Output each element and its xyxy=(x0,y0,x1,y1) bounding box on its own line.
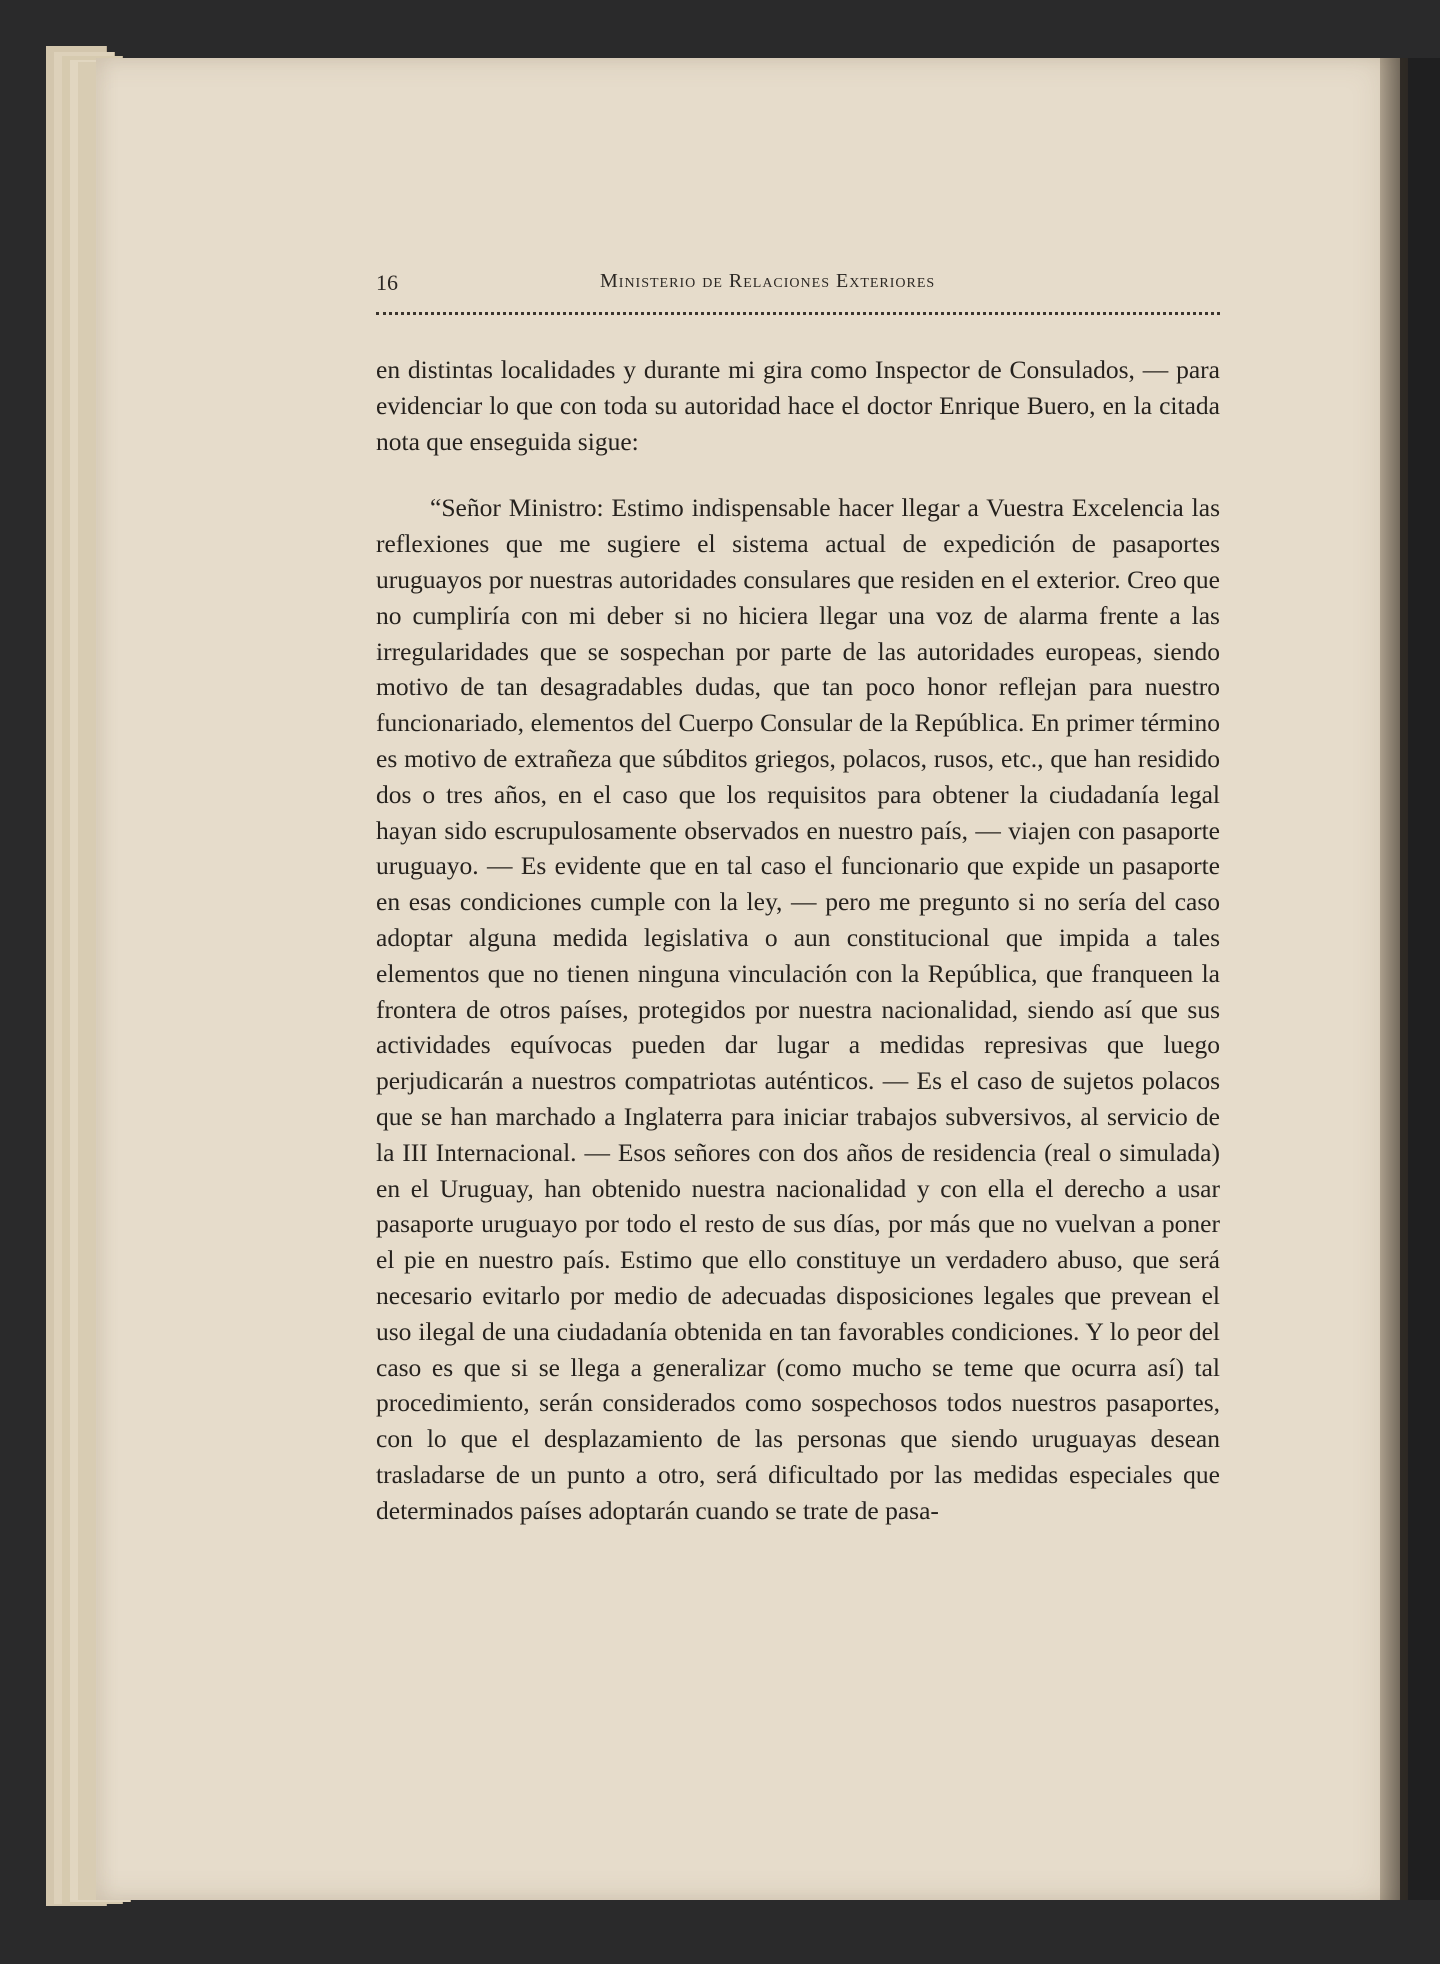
body-text xyxy=(376,352,1220,1529)
paragraph: en distintas localidades y durante mi gira como Inspector de Consulados, — para evidenciar lo que con toda su autoridad hace el doctor Enrique Buero, en la citada nota que enseguida sigue: xyxy=(376,355,1220,456)
header-dotted-rule xyxy=(376,312,1220,315)
paragraph: “Señor Ministro: Estimo indispensable hacer llegar a Vuestra Excelencia las reflexiones que me sugiere el sistema actual de expedición de pasaportes uruguayos por nuestras autoridades consulares que residen en el exterior. Creo que no cumpliría con mi deber si no hiciera llegar una voz de alarma frente a las irregularidades que se sospechan por parte de las autoridades europeas, siendo motivo de tan desagradables dudas, que tan poco honor reflejan para nuestro funcionariado, elementos del Cuerpo Consular de la República. En primer término es motivo de extrañeza que súbditos griegos, polacos, rusos, etc., que han residido dos o tres años, en el caso que los requisitos para obtener la ciudadanía legal hayan sido escrupulosamente observados en nuestro país, — viajen con pasaporte uruguayo. — Es evidente que en tal caso el funcionario que expide un pasaporte en esas condiciones cumple con la ley, — pero me pregunto si no sería del caso adoptar alguna medida legislativa o aun constitucional que impida a tales elementos que no tienen ninguna vinculación con la República, que franqueen la frontera de otros países, protegidos por nuestra nacionalidad, siendo así que sus actividades equívocas pueden dar lugar a medidas represivas que luego perjudicarán a nuestros compatriotas auténticos. — Es el caso de sujetos polacos que se han marchado a Inglaterra para iniciar trabajos subversivos, al servicio de la III Internacional. — Esos señores con dos años de residencia (real o simulada) en el Uruguay, han obtenido nuestra nacionalidad y con ella el derecho a usar pasaporte uruguayo por todo el resto de sus días, por más que no vuelvan a poner el pie en nuestro país. Estimo que ello constituye un verdadero abuso, que será necesario evitarlo por medio de adecuadas disposiciones legales que prevean el uso ilegal de una ciudadanía obtenida en tan favorables condiciones. Y lo peor del caso es que si se llega a generalizar (como mucho se teme que ocurra así) tal procedimiento, serán considerados como sospechosos todos nuestros pasaportes, con lo que el desplazamiento de las personas que siendo uruguayas desean trasladarse de un punto a otro, será dificultado por las medidas especiales que determinados países adoptarán cuando se trate de pasa- xyxy=(376,493,1220,1525)
running-head: Ministerio de Relaciones Exteriores xyxy=(600,270,936,292)
background-strip xyxy=(1408,58,1440,1900)
page-header xyxy=(376,270,1220,300)
page-number: 16 xyxy=(376,270,398,295)
